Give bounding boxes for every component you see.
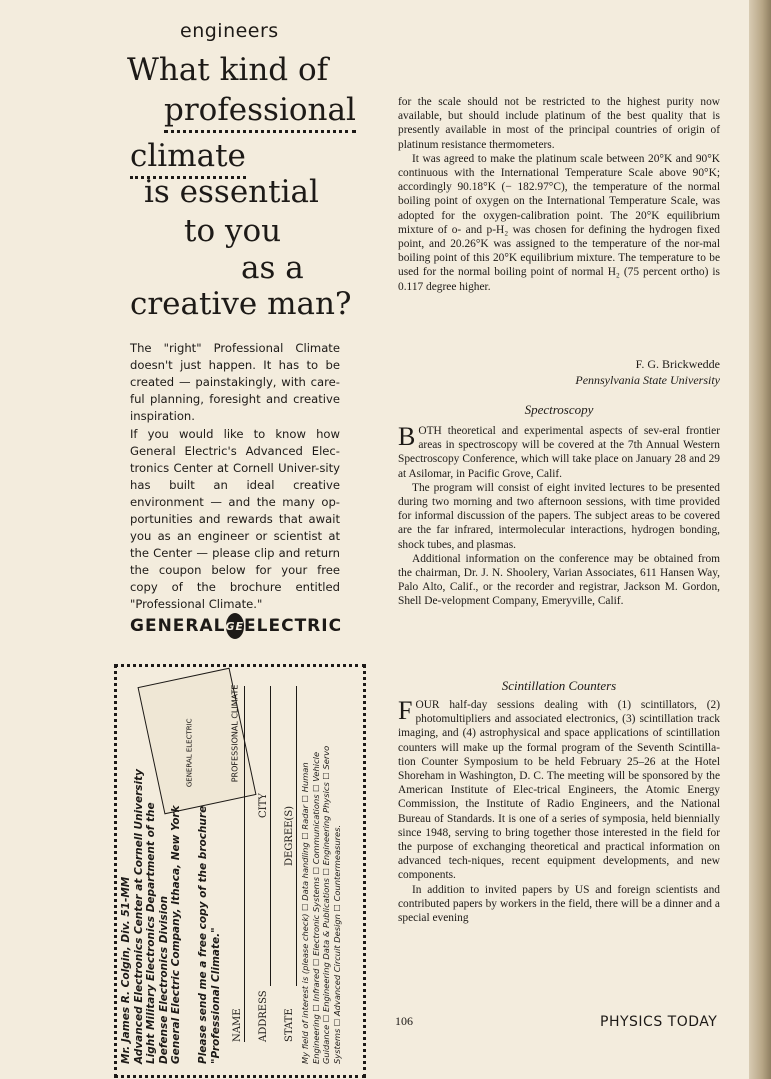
ge-logo-icon: GE [226,613,245,639]
city-label: CITY [258,793,269,818]
spectroscopy-heading: Spectroscopy [524,402,594,417]
ad-paragraph-1: The "right" Professional Climate doesn't just happen. It has to be created — painstakingly, with care-ful planning, foresight and creative inspiration. [130,341,340,423]
headline-line-1: What kind of [127,52,329,88]
drop-cap-b: B [398,422,416,451]
author-name: F. G. Brickwedde [635,357,720,371]
scintillation-heading: Scintillation Counters [501,678,617,693]
brochure-envelope-icon: PROFESSIONAL CLIMATE GENERAL ELECTRIC [138,668,257,815]
headline-line-6: as a [241,250,304,286]
author-affiliation: Pennsylvania State University [575,373,720,387]
ad-paragraph-2: If you would like to know how General Electric's Advanced Elec-tronics Center at Cornell Univer-sity has built an ideal creative environment — and the many op-portunities and rewards that await you as an engineer or scientist at the Center — please clip and return the coupon below for your free copy of the brochure entitled "Professional Climate." [130,427,340,611]
address-field[interactable] [270,686,271,986]
page-number: 106 [395,1014,413,1028]
headline-line-5: to you [184,213,282,249]
brand-general: GENERAL [130,616,226,636]
headline-line-3: climate [130,138,246,174]
headline-line-4: is essential [144,174,319,210]
ad-kicker: engineers [180,20,279,42]
temperature-text: for the scale should not be restricted to the highest purity now available, but should include platinum of the best quality that is presently available in most of the principal countries of origin of platinum resistance thermometers. It was agreed to make the platinum scale between 20°K and 90°K continuous with the International Temperature Scale above 90°K; accordingly 90.18°K (− 182.97°C), the temperature of the normal boiling point of oxygen on the International Temperature Scale, was adopted for the oxygen-calibration point. The 20°K equilibrium mixture of o- and p-H₂ was chosen for defining the hydrogen fixed point, and 20.26°K was assigned to the temperature of the nor-mal boiling point of this 20°K equilibrium mixture. The temperature to be used for the normal boiling point of normal H₂ (75 percent ortho) is 0.117 degree higher. [398,96,720,293]
drop-cap-f: F [398,696,413,725]
degree-label: DEGREE(S) [284,805,295,866]
interest-checklist[interactable]: My field of interest is (please check) ☐ Data handling ☐ Radar ☐ Human Engineering ☐ Infrared ☐ Electronic Systems ☐ Communications ☐ Vehicle Guidance ☐ Engineering Data & Publications ☐ Engineering Physics ☐ Servo Systems ☐ Advanced Circuit Design ☐ Countermeasures. [300,745,342,1064]
name-label: NAME [232,1008,243,1042]
ge-brand [130,612,342,640]
scintillation-text: FOUR half-day sessions dealing with (1) scintillators, (2) photomultipliers and associated electronics, (3) scintillation track imaging, and (4) astrophysical and space applications of scintillation counters will make up the formal program of the Seventh Scintilla-tion Counter Symposium to be held February 25–26 at the Hotel Shoreham in Washington, D. C. The meeting will be sponsored by the American Institute of Elec-trical Engineers, the Atomic Energy Commission, the Institute of Radio Engineers, and the National Bureau of Standards. It is one of a series of symposia, held biennially since 1948, serving to bring together those interested in the field for the purpose of exchanging theoretical and practical information on advanced tech-niques, recent equipment developments, and new components. In addition to invited papers by US and foreign scientists and contributed papers by workers in the field, there will be a dinner and a special evening [398,696,720,925]
coupon-request: Please send me a free copy of the brochure "Professional Climate." [197,805,222,1064]
state-label: STATE [284,1008,295,1042]
state-field[interactable] [296,686,297,986]
address-label: ADDRESS [258,990,269,1042]
coupon-address: Mr. James R. Colgin, Div. 51-MM Advanced Electronics Center at Cornell University Light Military Electronics Department of the Defense Electronics Division General Electric Company, Ithaca, New York [120,768,183,1064]
name-field[interactable] [244,686,245,1042]
headline-line-2: professional [164,92,356,128]
page-edge [749,0,771,1079]
brand-electric: ELECTRIC [244,616,343,636]
headline-line-7: creative man? [130,286,352,322]
spectroscopy-text: BOTH theoretical and experimental aspects of sev-eral frontier areas in spectroscopy will be covered at the 7th Annual Western Spectroscopy Conference, which will take place on January 28 and 29 at Asilomar, in Pacific Grove, Calif. The program will consist of eight invited lectures to be presented during two morning and two afternoon sessions, with time provided for informal discussion of the papers. The subject areas to be covered are the far infrared, intermolecular interactions, hydrogen bonding, shock tubes, and plasmas. Additional information on the conference may be obtained from the chairman, Dr. J. N. Shoolery, Varian Associates, 611 Hansen Way, Palo Alto, Calif., or the recorder and registrar, Jackson M. Gordon, Shell De-velopment Company, Emeryville, Calif. [398,422,720,608]
journal-name: PHYSICS TODAY [600,1014,718,1030]
